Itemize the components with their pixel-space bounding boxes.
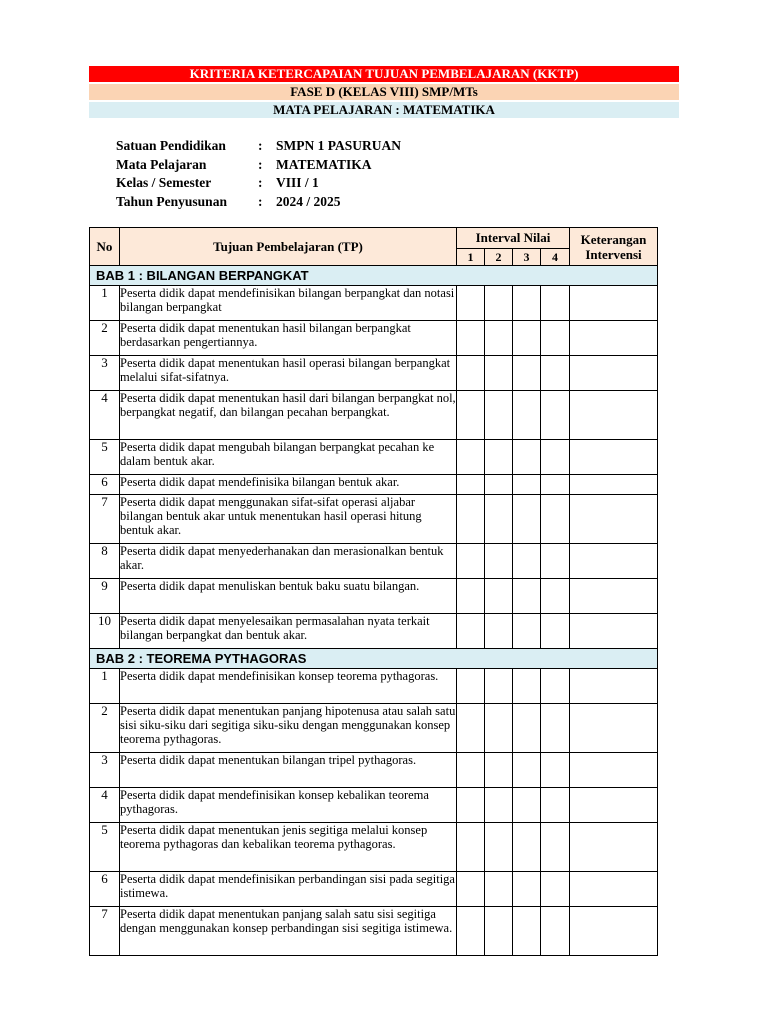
interval-cell-2[interactable] [485,669,513,704]
interval-cell-1[interactable] [457,391,485,440]
interval-cell-2[interactable] [485,391,513,440]
keterangan-cell[interactable] [570,321,658,356]
interval-cell-3[interactable] [513,286,541,321]
interval-cell-1[interactable] [457,907,485,956]
tp-description: Peserta didik dapat menuliskan bentuk baku suatu bilangan. [120,579,457,614]
keterangan-cell[interactable] [570,495,658,544]
interval-cell-3[interactable] [513,475,541,495]
interval-cell-3[interactable] [513,321,541,356]
keterangan-cell[interactable] [570,544,658,579]
row-number: 6 [90,872,120,907]
interval-cell-3[interactable] [513,907,541,956]
interval-cell-4[interactable] [541,614,570,649]
interval-cell-3[interactable] [513,440,541,475]
tp-description: Peserta didik dapat mendefinisikan konsep kebalikan teorema pythagoras. [120,788,457,823]
keterangan-cell[interactable] [570,872,658,907]
subject-banner: MATA PELAJARAN : MATEMATIKA [89,102,679,118]
interval-cell-4[interactable] [541,321,570,356]
interval-cell-3[interactable] [513,544,541,579]
keterangan-cell[interactable] [570,614,658,649]
column-header-tp: Tujuan Pembelajaran (TP) [120,228,457,266]
interval-cell-3[interactable] [513,823,541,872]
keterangan-cell[interactable] [570,788,658,823]
info-value: SMPN 1 PASURUAN [276,138,401,153]
table-row [90,907,658,956]
tp-description: Peserta didik dapat menentukan panjang salah satu sisi segitiga dengan menggunakan konsep perbandingan sisi segitiga istimewa. [120,907,457,956]
interval-level-1: 1 [457,249,485,266]
info-label: Kelas / Semester [116,175,212,190]
interval-cell-2[interactable] [485,495,513,544]
interval-cell-3[interactable] [513,391,541,440]
row-number: 3 [90,753,120,788]
phase-banner: FASE D (KELAS VIII) SMP/MTs [89,84,679,100]
tp-description: Peserta didik dapat menyederhanakan dan merasionalkan bentuk akar. [120,544,457,579]
table-row [90,356,658,391]
interval-cell-3[interactable] [513,495,541,544]
interval-cell-3[interactable] [513,614,541,649]
keterangan-cell[interactable] [570,391,658,440]
interval-cell-2[interactable] [485,440,513,475]
row-number: 8 [90,544,120,579]
interval-cell-2[interactable] [485,579,513,614]
interval-cell-2[interactable] [485,788,513,823]
interval-cell-2[interactable] [485,286,513,321]
table-row [90,440,658,475]
tp-description: Peserta didik dapat mendefinisikan perbandingan sisi pada segitiga istimewa. [120,872,457,907]
row-number: 5 [90,823,120,872]
table-row [90,475,658,495]
table-body [90,266,658,956]
interval-cell-4[interactable] [541,286,570,321]
keterangan-cell[interactable] [570,356,658,391]
chapter-row [90,266,658,286]
tp-description: Peserta didik dapat menentukan hasil bilangan berpangkat berdasarkan pengertiannya. [120,321,457,356]
row-number: 7 [90,907,120,956]
keterangan-cell[interactable] [570,907,658,956]
interval-cell-1[interactable] [457,669,485,704]
row-number: 1 [90,669,120,704]
interval-cell-3[interactable] [513,753,541,788]
interval-cell-4[interactable] [541,704,570,753]
table-row [90,823,658,872]
column-header-interval: Interval Nilai [457,228,570,249]
row-number: 2 [90,321,120,356]
interval-cell-1[interactable] [457,440,485,475]
row-number: 7 [90,495,120,544]
row-number: 2 [90,704,120,753]
interval-cell-4[interactable] [541,475,570,495]
interval-cell-4[interactable] [541,669,570,704]
interval-cell-3[interactable] [513,669,541,704]
info-row: Satuan Pendidikan : SMPN 1 PASURUAN [116,137,401,156]
info-row: Kelas / Semester : VIII / 1 [116,174,401,193]
column-header-keterangan: Keterangan Intervensi [570,228,658,266]
interval-cell-4[interactable] [541,753,570,788]
table-row [90,495,658,544]
document-title: KRITERIA KETERCAPAIAN TUJUAN PEMBELAJARAN (KKTP) [89,66,679,82]
interval-cell-1[interactable] [457,286,485,321]
interval-cell-1[interactable] [457,753,485,788]
interval-cell-1[interactable] [457,823,485,872]
row-number: 4 [90,391,120,440]
tp-description: Peserta didik dapat menentukan jenis segitiga melalui konsep teorema pythagoras dan kebalikan teorema pythagoras. [120,823,457,872]
table-row [90,614,658,649]
interval-cell-1[interactable] [457,321,485,356]
tp-description: Peserta didik dapat menentukan hasil operasi bilangan berpangkat melalui sifat-sifatnya. [120,356,457,391]
interval-cell-4[interactable] [541,788,570,823]
info-row: Tahun Penyusunan : 2024 / 2025 [116,193,401,212]
keterangan-cell[interactable] [570,579,658,614]
info-label: Tahun Penyusunan [116,193,227,209]
interval-cell-2[interactable] [485,704,513,753]
info-row: Mata Pelajaran : MATEMATIKA [116,156,401,175]
interval-cell-1[interactable] [457,544,485,579]
interval-cell-2[interactable] [485,872,513,907]
tp-description: Peserta didik dapat mendefinisika bilangan bentuk akar. [120,475,457,495]
interval-cell-1[interactable] [457,356,485,391]
keterangan-cell[interactable] [570,440,658,475]
row-number: 1 [90,286,120,321]
tp-description: Peserta didik dapat menentukan bilangan tripel pythagoras. [120,753,457,788]
interval-cell-4[interactable] [541,579,570,614]
tp-description: Peserta didik dapat menentukan panjang hipotenusa atau salah satu sisi siku-siku dari segitiga siku-siku dengan menggunakan konsep teorema pythagoras. [120,704,457,753]
table-row [90,669,658,704]
keterangan-cell[interactable] [570,704,658,753]
interval-cell-2[interactable] [485,823,513,872]
interval-cell-1[interactable] [457,495,485,544]
interval-cell-4[interactable] [541,440,570,475]
interval-cell-2[interactable] [485,475,513,495]
interval-cell-1[interactable] [457,475,485,495]
interval-level-3: 3 [513,249,541,266]
keterangan-cell[interactable] [570,286,658,321]
row-number: 4 [90,788,120,823]
info-value: VIII / 1 [276,175,319,190]
interval-cell-4[interactable] [541,544,570,579]
identity-block [116,137,401,211]
interval-cell-4[interactable] [541,907,570,956]
tp-description: Peserta didik dapat menentukan hasil dari bilangan berpangkat nol, berpangkat negatif, dan bilangan pecahan berpangkat. [120,391,457,440]
tp-description: Peserta didik dapat mendefinisikan konsep teorema pythagoras. [120,669,457,704]
row-number: 6 [90,475,120,495]
interval-cell-4[interactable] [541,391,570,440]
row-number: 5 [90,440,120,475]
interval-cell-4[interactable] [541,495,570,544]
table-row [90,579,658,614]
tp-description: Peserta didik dapat mengubah bilangan berpangkat pecahan ke dalam bentuk akar. [120,440,457,475]
interval-cell-2[interactable] [485,907,513,956]
interval-cell-1[interactable] [457,788,485,823]
interval-cell-1[interactable] [457,614,485,649]
chapter-title: BAB 1 : BILANGAN BERPANGKAT [90,266,658,286]
interval-level-2: 2 [485,249,513,266]
interval-cell-4[interactable] [541,872,570,907]
interval-cell-1[interactable] [457,704,485,753]
interval-cell-4[interactable] [541,356,570,391]
info-label: Mata Pelajaran [116,156,207,172]
interval-level-4: 4 [541,249,570,266]
table-row [90,753,658,788]
table-row [90,704,658,753]
table-row [90,872,658,907]
info-value: 2024 / 2025 [276,193,341,209]
chapter-row [90,649,658,669]
info-value: MATEMATIKA [276,156,372,172]
interval-cell-2[interactable] [485,544,513,579]
interval-cell-3[interactable] [513,356,541,391]
row-number: 10 [90,614,120,649]
table-row [90,544,658,579]
keterangan-cell[interactable] [570,669,658,704]
table-row [90,788,658,823]
column-header-no: No [90,228,120,266]
tp-description: Peserta didik dapat menyelesaikan permasalahan nyata terkait bilangan berpangkat dan bentuk akar. [120,614,457,649]
interval-cell-2[interactable] [485,753,513,788]
interval-cell-3[interactable] [513,788,541,823]
interval-cell-1[interactable] [457,872,485,907]
keterangan-cell[interactable] [570,823,658,872]
interval-cell-3[interactable] [513,579,541,614]
interval-cell-2[interactable] [485,614,513,649]
row-number: 9 [90,579,120,614]
tp-description: Peserta didik dapat menggunakan sifat-sifat operasi aljabar bilangan bentuk akar untuk menentukan hasil operasi hitung bentuk akar. [120,495,457,544]
interval-cell-4[interactable] [541,823,570,872]
kktp-table [89,227,658,956]
tp-description: Peserta didik dapat mendefinisikan bilangan berpangkat dan notasi bilangan berpangkat [120,286,457,321]
row-number: 3 [90,356,120,391]
interval-cell-3[interactable] [513,704,541,753]
interval-cell-2[interactable] [485,356,513,391]
keterangan-cell[interactable] [570,753,658,788]
table-row [90,286,658,321]
chapter-title: BAB 2 : TEOREMA PYTHAGORAS [90,649,658,669]
keterangan-cell[interactable] [570,475,658,495]
interval-cell-2[interactable] [485,321,513,356]
interval-cell-1[interactable] [457,579,485,614]
table-row [90,321,658,356]
interval-cell-3[interactable] [513,872,541,907]
info-label: Satuan Pendidikan [116,138,226,153]
table-row [90,391,658,440]
